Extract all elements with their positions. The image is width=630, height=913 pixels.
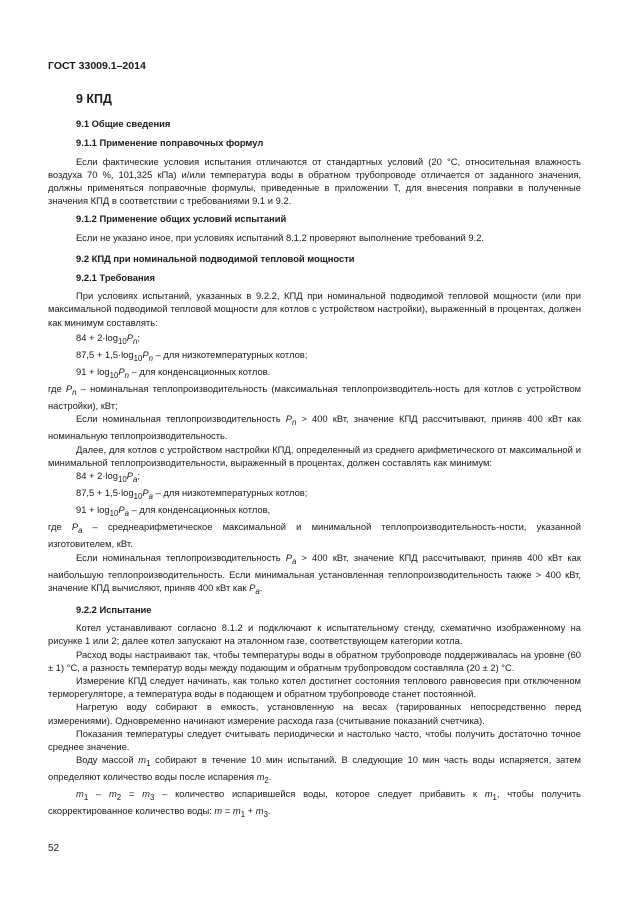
paragraph: $m_1 - m_2 = m_3$ – количество испарившейся воды, которое следует прибавить к $m_1$, чтобы получить скорректированное количество воды: $m = m_1 + m_3$. [48, 788, 581, 820]
paragraph: Нагретую воду собирают в емкость, установленную на весах (тарированных непосредственно перед измерениями). Одновременно начинают измерение расхода газа (считывание показаний счетчика). [48, 701, 581, 726]
section-content [48, 92, 581, 821]
paragraph: Если фактические условия испытания отличаются от стандартных условий (20 °С, относительная влажность воздуха 70 %, 101,325 кПа) и/или температура воды в обратном трубопроводе отличается от заданного значения, должны применяться поправочные формулы, приведенные в приложении Т, для внесения поправки в полученные значения КПД в соответствии с требованиями 9.1 и 9.2. [48, 155, 581, 207]
formula-line: $87,5 + 1,5\cdot\log_{10}P_a$ – для низкотемпературных котлов; [76, 487, 308, 501]
section-9-2-1-title: 9.2.1 Требования [76, 272, 155, 284]
standard-header: ГОСТ 33009.1–2014 [48, 60, 146, 72]
paragraph: Показания температуры следует считывать периодически и настолько часто, чтобы получить достаточно точное среднее значение. [48, 727, 581, 752]
paragraph: Воду массой $m_1$ собирают в течение 10 мин испытаний. В следующие 10 мин часть воды испаряется, затем определяют количество воды после испарения $m_2$. [48, 754, 581, 786]
formula-line: $84 + 2\cdot\log_{10}P_a$; [76, 470, 140, 484]
paragraph: Измерение КПД следует начинать, как только котел достигнет состояния теплового равновесия при отключенном терморегуляторе, а температура воды в подающем и обратном трубопроводе станет постоянной. [48, 674, 581, 700]
formula-line: $91 + \log_{10}P_n$ – для конденсационных котлов. [76, 366, 271, 380]
paragraph: Котел устанавливают согласно 8.1.2 и подключают к испытательному стенду, схематично изображенному на рисунке 1 или 2; далее котел запускают на эталонном газе, соответствующем категории котла. [48, 622, 581, 647]
where-clause: где $P_a$ – среднеарифметическое максимальной и минимальной теплопроизводительность-ности, указанной изготовителем, кВт. [48, 521, 581, 550]
section-9-1-2-title: 9.1.2 Применение общих условий испытаний [76, 213, 287, 225]
section-9-2-2-title: 9.2.2 Испытание [76, 603, 152, 615]
where-clause: где $P_n$ – номинальная теплопроизводительность (максимальная теплопроизводитель-ность для котлов с устройством настройки), кВт; [48, 383, 581, 412]
formula-line: $84 + 2\cdot\log_{10}P_n$; [76, 331, 140, 346]
section-9-1-title: 9.1 Общие сведения [76, 118, 171, 130]
section-9-title: 9 КПД [76, 92, 112, 106]
section-9-2-title: 9.2 КПД при номинальной подводимой тепловой мощности [76, 252, 355, 264]
formula-line: $91 + \log_{10}P_a$ – для конденсационных котлов, [76, 504, 271, 519]
paragraph: Расход воды настраивают так, чтобы температуры воды в обратном трубопроводе поддерживалась на уровне (60 ± 1) °С, а разность температур воды между подающим и обратным трубопроводом составляла (20 ± 2) °С. [48, 648, 581, 673]
section-9-1-1-title: 9.1.1 Применение поправочных формул [76, 137, 264, 149]
page-number: 52 [48, 843, 60, 854]
paragraph: При условиях испытаний, указанных в 9.2.2, КПД при номинальной подводимой тепловой мощности (или при максимальной подводимой тепловой мощности для котлов с устройством настройки), выраженный в процентах, должен как минимум составлять: [48, 290, 581, 328]
paragraph: Если номинальная теплопроизводительность $P_n > 400$ кВт, значение КПД рассчитывают, приняв 400 кВт как номинальную теплопроизводительность. [48, 413, 581, 442]
paragraph: Если не указано иное, при условиях испытаний 8.1.2 проверяют выполнение требований 9.2. [76, 231, 485, 243]
paragraph: Если номинальная теплопроизводительность $P_a > 400$ кВт, значение КПД рассчитывают, приняв 400 кВт как наибольшую теплопроизводительность. Если минимальная установленная теплопроизводительность также > 400 кВт, значение КПД вычисляют, приняв 400 кВт как $P_a$. [48, 551, 581, 596]
paragraph: Далее, для котлов с устройством настройки КПД, определенный из среднего арифметического от максимальной и минимальной теплопроизводительности, выраженный в процентах, должен составлять как минимум: [48, 443, 581, 468]
formula-line: $87,5 + 1,5\cdot\log_{10}P_n$ – для низкотемпературных котлов; [76, 348, 308, 363]
